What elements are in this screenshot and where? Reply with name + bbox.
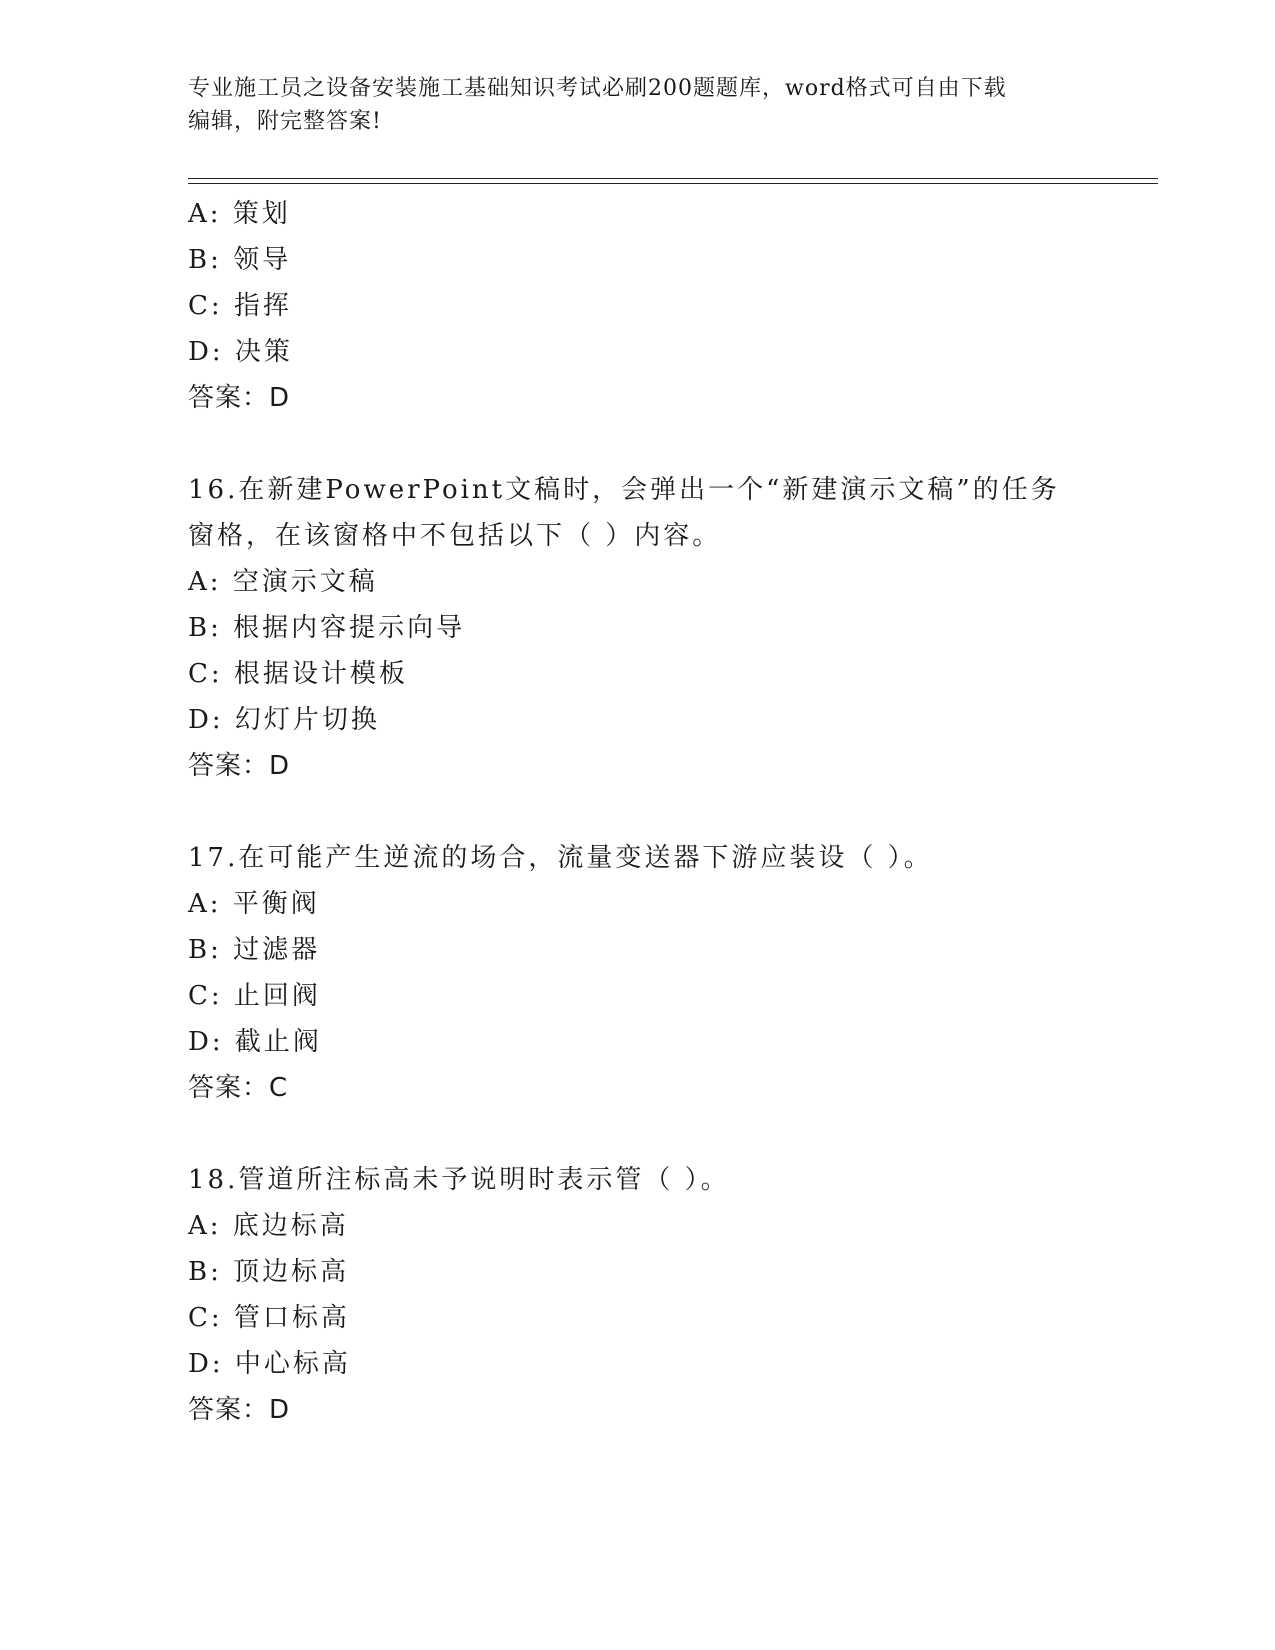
option-d: D: 截止阀 xyxy=(188,1027,322,1057)
option-d: D: 幻灯片切换 xyxy=(188,705,380,735)
answer-line: 答案：C xyxy=(188,1073,289,1103)
answer-line: 答案：D xyxy=(188,751,291,781)
spacer xyxy=(188,421,1148,467)
header-rule-top xyxy=(188,178,1158,179)
option-b: B: 领导 xyxy=(188,245,292,275)
spacer xyxy=(188,789,1148,835)
option-b: B: 根据内容提示向导 xyxy=(188,613,466,643)
option-b: B: 过滤器 xyxy=(188,935,321,965)
question-18 xyxy=(188,1157,1148,1433)
option-c: C: 根据设计模板 xyxy=(188,659,408,689)
option-c: C: 管口标高 xyxy=(188,1303,350,1333)
question-stem-continued: 窗格，在该窗格中不包括以下（ ）内容。 xyxy=(188,521,722,551)
document-body xyxy=(188,191,1148,1433)
spacer xyxy=(188,1111,1148,1157)
question-fragment xyxy=(188,191,1148,421)
question-17 xyxy=(188,835,1148,1111)
option-c: C: 止回阀 xyxy=(188,981,321,1011)
document-header xyxy=(188,72,1088,138)
answer-line: 答案：D xyxy=(188,383,291,413)
option-c: C: 指挥 xyxy=(188,291,292,321)
question-stem: 17.在可能产生逆流的场合，流量变送器下游应装设（ ）。 xyxy=(188,843,933,873)
header-rule-bottom xyxy=(188,183,1158,184)
option-d: D: 中心标高 xyxy=(188,1349,351,1379)
question-stem: 18.管道所注标高未予说明时表示管（ ）。 xyxy=(188,1165,730,1195)
header-line-1: 专业施工员之设备安装施工基础知识考试必刷200题题库，word格式可自由下载 xyxy=(188,76,1007,101)
option-a: A: 策划 xyxy=(188,199,291,229)
question-stem: 16.在新建PowerPoint文稿时，会弹出一个“新建演示文稿”的任务 xyxy=(188,475,1060,505)
option-a: A: 空演示文稿 xyxy=(188,567,378,597)
option-b: B: 顶边标高 xyxy=(188,1257,350,1287)
option-a: A: 底边标高 xyxy=(188,1211,349,1241)
question-16 xyxy=(188,467,1148,789)
answer-line: 答案：D xyxy=(188,1395,291,1425)
option-a: A: 平衡阀 xyxy=(188,889,320,919)
option-d: D: 决策 xyxy=(188,337,293,367)
header-line-2: 编辑，附完整答案! xyxy=(188,109,382,134)
